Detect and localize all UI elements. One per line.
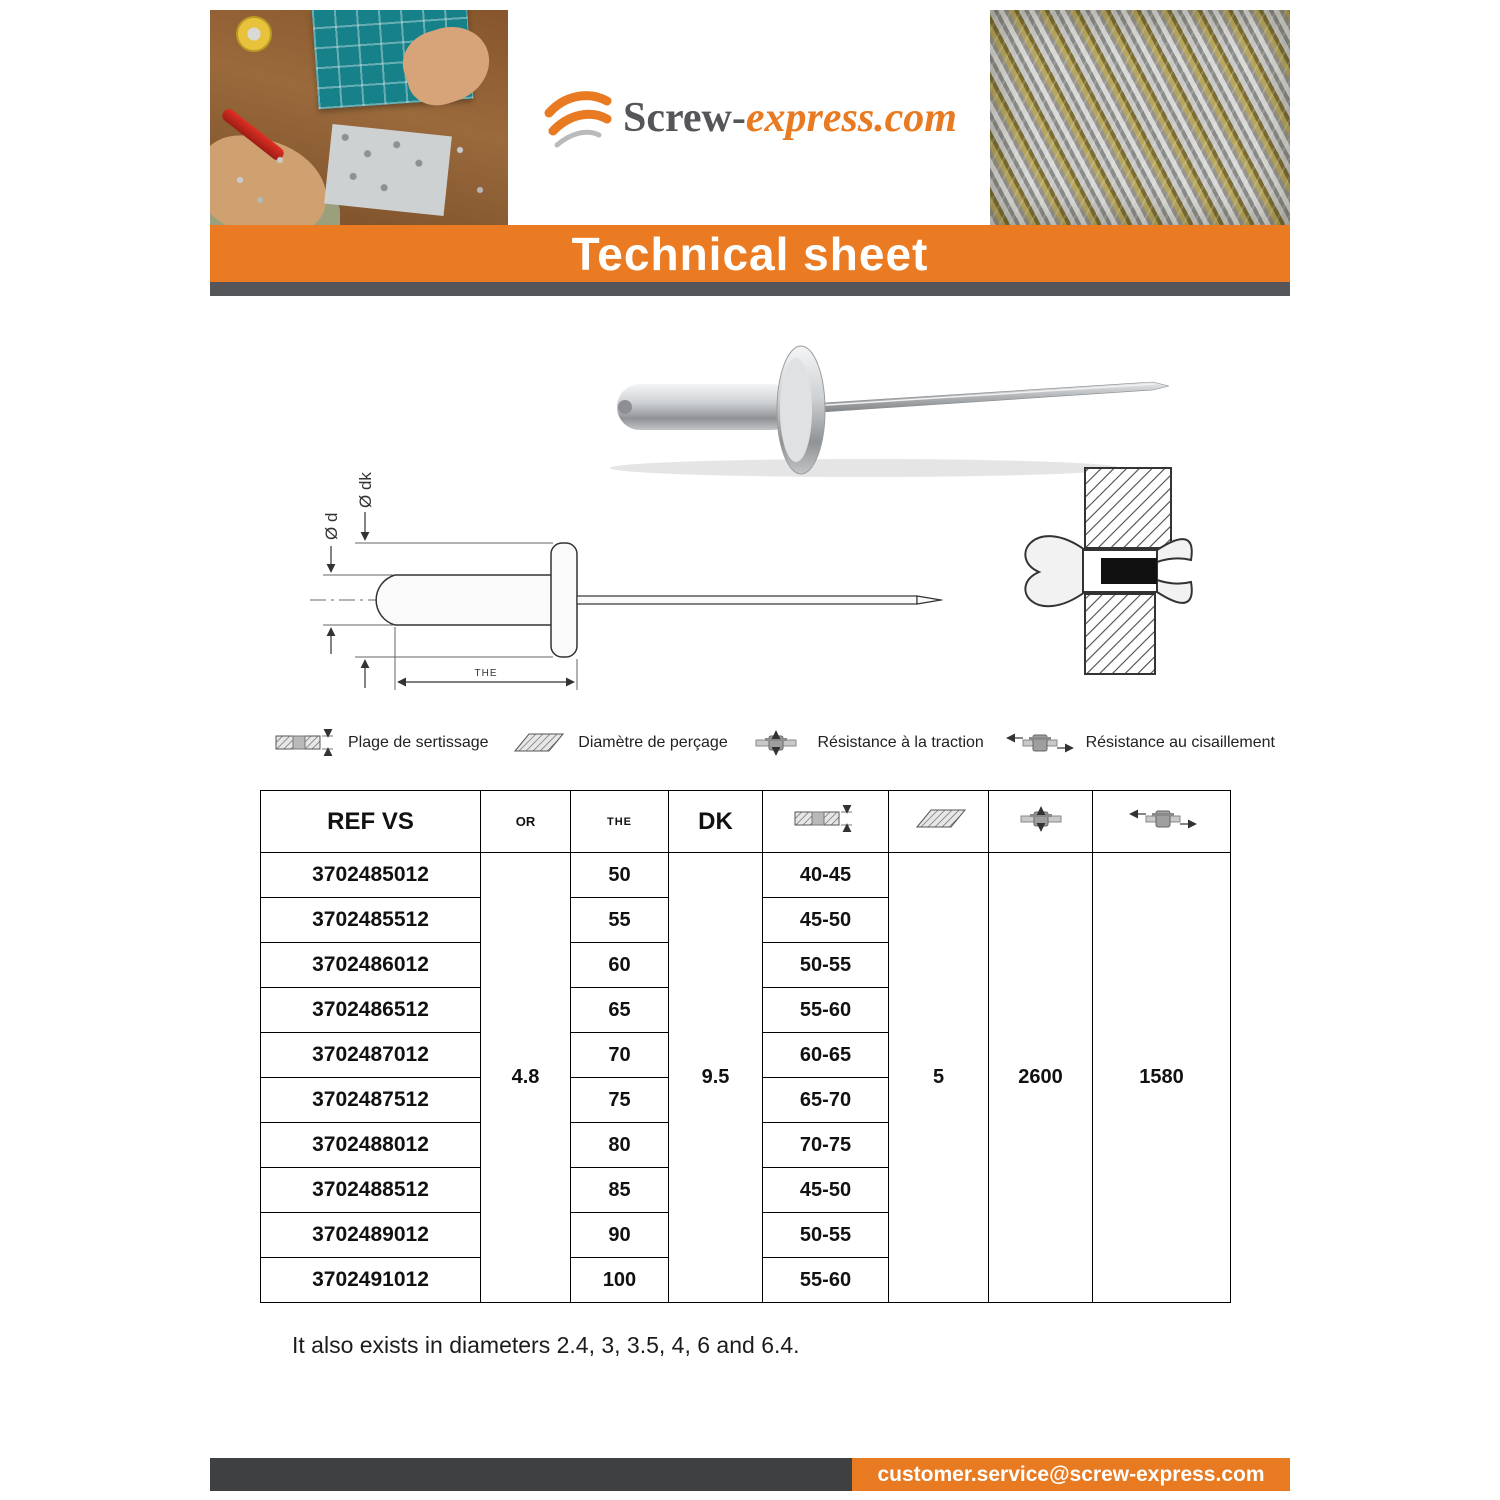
crimp-range-cell: 60-65: [763, 1033, 889, 1078]
legend-label: Résistance à la traction: [817, 734, 984, 751]
ref-vs-cell: 3702487512: [261, 1078, 481, 1123]
the-cell: 70: [571, 1033, 669, 1078]
the-cell: 100: [571, 1258, 669, 1303]
ref-vs-cell: 3702489012: [261, 1213, 481, 1258]
header-or: OR: [481, 791, 571, 853]
header-dk: DK: [669, 791, 763, 853]
shear-strength-icon: [1124, 805, 1200, 833]
drill-diameter-icon: [907, 805, 971, 833]
crimp-range-cell: 70-75: [763, 1123, 889, 1168]
page-title: Technical sheet: [210, 225, 1290, 282]
banner-strip: [210, 282, 1290, 296]
legend-label: Résistance au cisaillement: [1085, 734, 1275, 751]
header-ref-vs: REF VS: [261, 791, 481, 853]
header-crimp-range: [763, 791, 889, 853]
brand-logo: [508, 10, 990, 225]
legend: [275, 728, 1275, 758]
header-drill-diameter: [889, 791, 989, 853]
diameter-dk-label: Ø dk: [356, 472, 375, 508]
legend-item-tensile: [744, 728, 983, 758]
footer-bar: [210, 1458, 1290, 1491]
table-row: [261, 853, 1231, 898]
legend-item-shear: [1001, 729, 1275, 757]
crimp-range-cell: 45-50: [763, 1168, 889, 1213]
diameter-d-label: Ø d: [322, 512, 341, 540]
swoosh-logo-icon: [541, 85, 613, 151]
ref-vs-cell: 3702487012: [261, 1033, 481, 1078]
legend-item-crimp: [275, 729, 489, 757]
the-cell: 55: [571, 898, 669, 943]
shear-strength-icon: [1001, 729, 1077, 757]
crimp-range-icon: [275, 729, 339, 757]
header: [210, 10, 1290, 225]
footer-email: customer.service@screw-express.com: [877, 1462, 1265, 1486]
legend-item-drill: [505, 729, 727, 757]
the-cell: 60: [571, 943, 669, 988]
header-shear-strength: [1093, 791, 1231, 853]
shear-merged-cell: 1580: [1093, 853, 1231, 1303]
crimp-range-icon: [789, 805, 863, 833]
logo-text-screw: Screw-: [623, 94, 746, 141]
legend-label: Plage de sertissage: [348, 734, 489, 751]
header-the: THE: [571, 791, 669, 853]
scattered-screws: [210, 10, 508, 225]
ref-vs-cell: 3702491012: [261, 1258, 481, 1303]
ref-vs-cell: 3702485512: [261, 898, 481, 943]
the-cell: 50: [571, 853, 669, 898]
the-cell: 75: [571, 1078, 669, 1123]
ref-vs-cell: 3702485012: [261, 853, 481, 898]
logo-text: [623, 94, 957, 142]
spec-table-body: [261, 853, 1231, 1303]
ref-vs-cell: 3702486012: [261, 943, 481, 988]
crimp-range-cell: 45-50: [763, 898, 889, 943]
the-length-label: THE: [474, 668, 498, 679]
the-cell: 85: [571, 1168, 669, 1213]
footer-contact-block: [852, 1458, 1290, 1491]
crimp-range-cell: 55-60: [763, 988, 889, 1033]
legend-label: Diamètre de perçage: [578, 734, 728, 751]
screws-photo: [990, 10, 1290, 225]
drill-diameter-merged-cell: 5: [889, 853, 989, 1303]
or-merged-cell: 4.8: [481, 853, 571, 1303]
crimp-range-cell: 65-70: [763, 1078, 889, 1123]
crimp-range-cell: 40-45: [763, 853, 889, 898]
tensile-merged-cell: 2600: [989, 853, 1093, 1303]
crimp-range-cell: 50-55: [763, 1213, 889, 1258]
the-cell: 65: [571, 988, 669, 1033]
crimp-range-cell: 50-55: [763, 943, 889, 988]
ref-vs-cell: 3702488512: [261, 1168, 481, 1213]
logo-text-express: express.com: [745, 94, 957, 141]
tensile-strength-icon: [744, 728, 808, 758]
rivet-dimension-diagram: [285, 450, 965, 720]
ref-vs-cell: 3702486512: [261, 988, 481, 1033]
header-tensile-strength: [989, 791, 1093, 853]
note-text: It also exists in diameters 2.4, 3, 3.5, 4, 6 and 6.4.: [292, 1332, 800, 1358]
dk-merged-cell: 9.5: [669, 853, 763, 1303]
crimp-range-cell: 55-60: [763, 1258, 889, 1303]
spec-table: [260, 790, 1231, 1303]
the-cell: 80: [571, 1123, 669, 1168]
tensile-strength-icon: [1009, 802, 1073, 836]
installed-rivet-cross-section: [1005, 462, 1205, 682]
drill-diameter-icon: [505, 729, 569, 757]
ref-vs-cell: 3702488012: [261, 1123, 481, 1168]
workbench-photo: [210, 10, 508, 225]
the-cell: 90: [571, 1213, 669, 1258]
table-header-row: [261, 791, 1231, 853]
